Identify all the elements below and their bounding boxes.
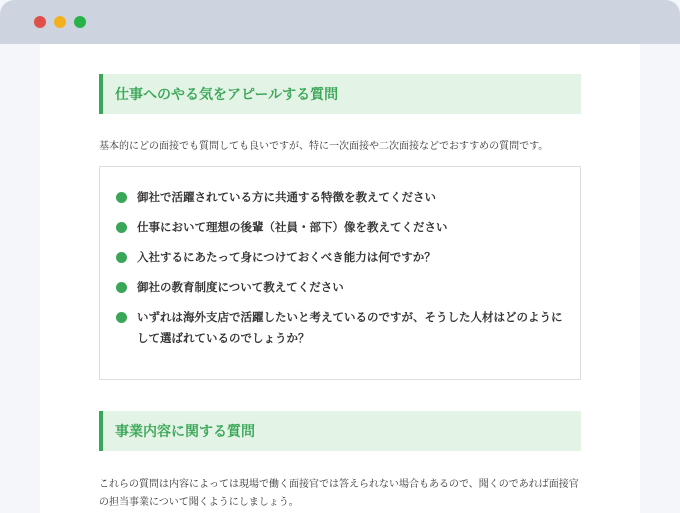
section-heading-business: 事業内容に関する質問 — [99, 411, 581, 451]
section-heading-motivation: 仕事へのやる気をアピールする質問 — [99, 74, 581, 114]
list-item — [116, 247, 564, 268]
section-intro-business: これらの質問は内容によっては現場で働く面接官では答えられない場合もあるので、聞くのであれば面接官の担当事業について聞くようにしましょう。 — [99, 479, 579, 508]
question-text: 仕事において理想の後輩（社員・部下）像を教えてください — [137, 220, 448, 234]
list-item — [116, 307, 564, 349]
bullet-icon — [116, 312, 127, 323]
minimize-window-button[interactable] — [54, 16, 66, 28]
question-text: いずれは海外支店で活躍したいと考えているのですが、そうした人材はどのようにして選ばれているのでしょうか？ — [137, 310, 563, 345]
question-list-box — [99, 166, 581, 380]
list-item — [116, 187, 564, 208]
article-content — [40, 44, 640, 513]
question-text: 御社で活躍されている方に共通する特徴を教えてください — [137, 190, 436, 204]
list-item — [116, 277, 564, 298]
section-intro-motivation: 基本的にどの面接でも質問しても良いですが、特に一次面接や二次面接などでおすすめの質問です。 — [99, 141, 549, 152]
list-item — [116, 217, 564, 238]
close-window-button[interactable] — [34, 16, 46, 28]
question-text: 入社するにあたって身につけておくべき能力は何ですか？ — [137, 250, 436, 264]
window-titlebar — [0, 0, 680, 44]
bullet-icon — [116, 252, 127, 263]
question-text: 御社の教育制度について教えてください — [137, 280, 344, 294]
maximize-window-button[interactable] — [74, 16, 86, 28]
bullet-icon — [116, 282, 127, 293]
bullet-icon — [116, 192, 127, 203]
bullet-icon — [116, 222, 127, 233]
